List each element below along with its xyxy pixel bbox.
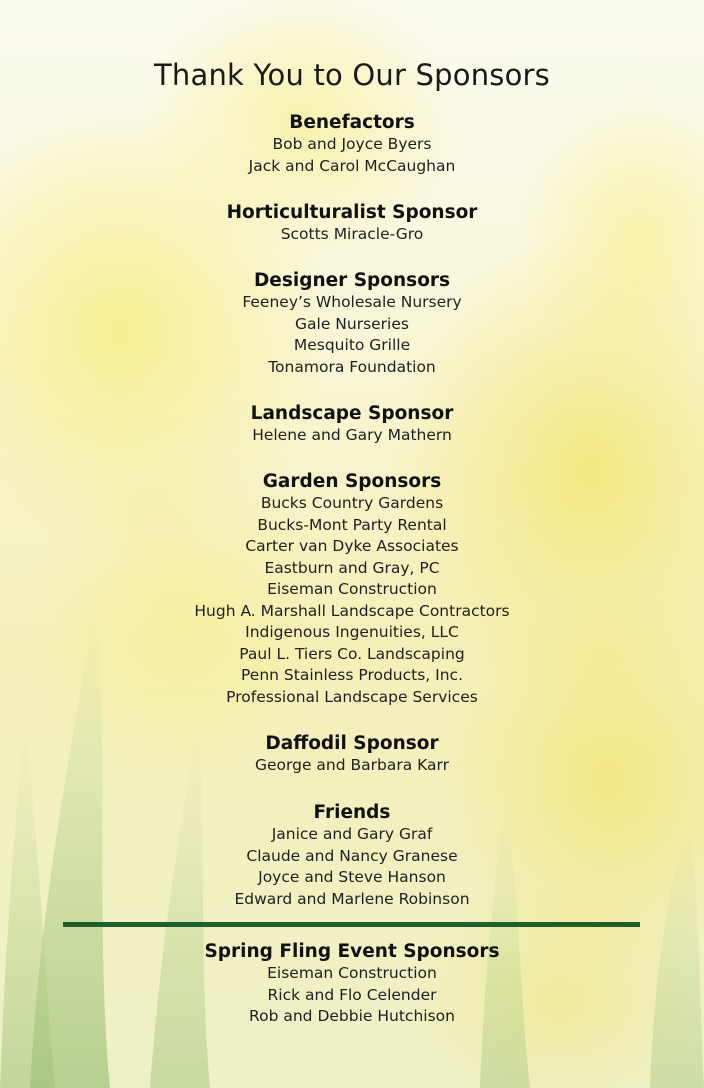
sponsor-list: [0, 224, 704, 246]
section-designer-sponsors: [0, 270, 704, 378]
section-heading: Horticulturalist Sponsor: [226, 202, 478, 223]
sponsor-list: [0, 425, 704, 447]
section-landscape-sponsor: [0, 403, 704, 447]
sponsor-name: Penn Stainless Products, Inc.: [241, 666, 463, 684]
section-divider: [63, 922, 640, 927]
sponsor-list: [0, 493, 704, 708]
section-heading: Daffodil Sponsor: [265, 733, 439, 754]
sponsor-name: Jack and Carol McCaughan: [248, 156, 456, 175]
sponsor-name: Bob and Joyce Byers: [272, 135, 432, 153]
sponsor-list: [0, 755, 704, 777]
sponsor-name: Gale Nurseries: [295, 314, 409, 333]
sponsor-name: Hugh A. Marshall Landscape Contractors: [194, 601, 510, 620]
sponsor-name: Eiseman Construction: [267, 580, 437, 598]
sponsor-name: Scotts Miracle-Gro: [280, 225, 424, 243]
section-heading: Spring Fling Event Sponsors: [204, 941, 500, 962]
sponsor-name: Eastburn and Gray, PC: [264, 558, 440, 577]
section-spring-fling-event-sponsors: [0, 941, 704, 1028]
sponsor-list: [0, 963, 704, 1028]
sponsor-name: Rick and Flo Celender: [267, 985, 437, 1004]
sponsor-name: Professional Landscape Services: [226, 687, 478, 706]
section-garden-sponsors: [0, 471, 704, 708]
section-heading: Designer Sponsors: [253, 270, 451, 291]
sponsor-name: Indigenous Ingenuities, LLC: [245, 623, 459, 641]
sponsor-name: Carter van Dyke Associates: [245, 537, 459, 555]
sponsor-name: Bucks Country Gardens: [260, 494, 444, 512]
sponsor-name: George and Barbara Karr: [254, 756, 450, 774]
sponsor-name: Mesquito Grille: [293, 336, 411, 354]
section-heading: Friends: [313, 802, 391, 823]
sponsor-name: Paul L. Tiers Co. Landscaping: [239, 644, 465, 663]
sponsor-list: [0, 824, 704, 910]
section-daffodil-sponsor: [0, 733, 704, 777]
section-heading: Benefactors: [289, 112, 415, 133]
section-heading: Garden Sponsors: [262, 471, 442, 492]
sponsor-name: Bucks-Mont Party Rental: [257, 515, 447, 534]
sponsor-name: Janice and Gary Graf: [271, 825, 433, 843]
sponsor-name: Helene and Gary Mathern: [252, 426, 452, 444]
page-title: Thank You to Our Sponsors: [154, 58, 550, 92]
sponsor-name: Feeney’s Wholesale Nursery: [242, 293, 462, 311]
section-friends: [0, 802, 704, 910]
sponsor-name: Tonamora Foundation: [268, 357, 436, 376]
sponsor-name: Rob and Debbie Hutchison: [249, 1007, 455, 1025]
section-heading: Landscape Sponsor: [250, 403, 454, 424]
sponsor-list: [0, 134, 704, 177]
sponsor-name: Edward and Marlene Robinson: [234, 889, 470, 908]
section-benefactors: [0, 112, 704, 177]
section-horticulturalist-sponsor: [0, 202, 704, 246]
sponsor-name: Claude and Nancy Granese: [246, 846, 458, 865]
sponsor-name: Joyce and Steve Hanson: [258, 868, 446, 886]
sponsor-name: Eiseman Construction: [267, 964, 437, 982]
sponsor-list: [0, 292, 704, 378]
